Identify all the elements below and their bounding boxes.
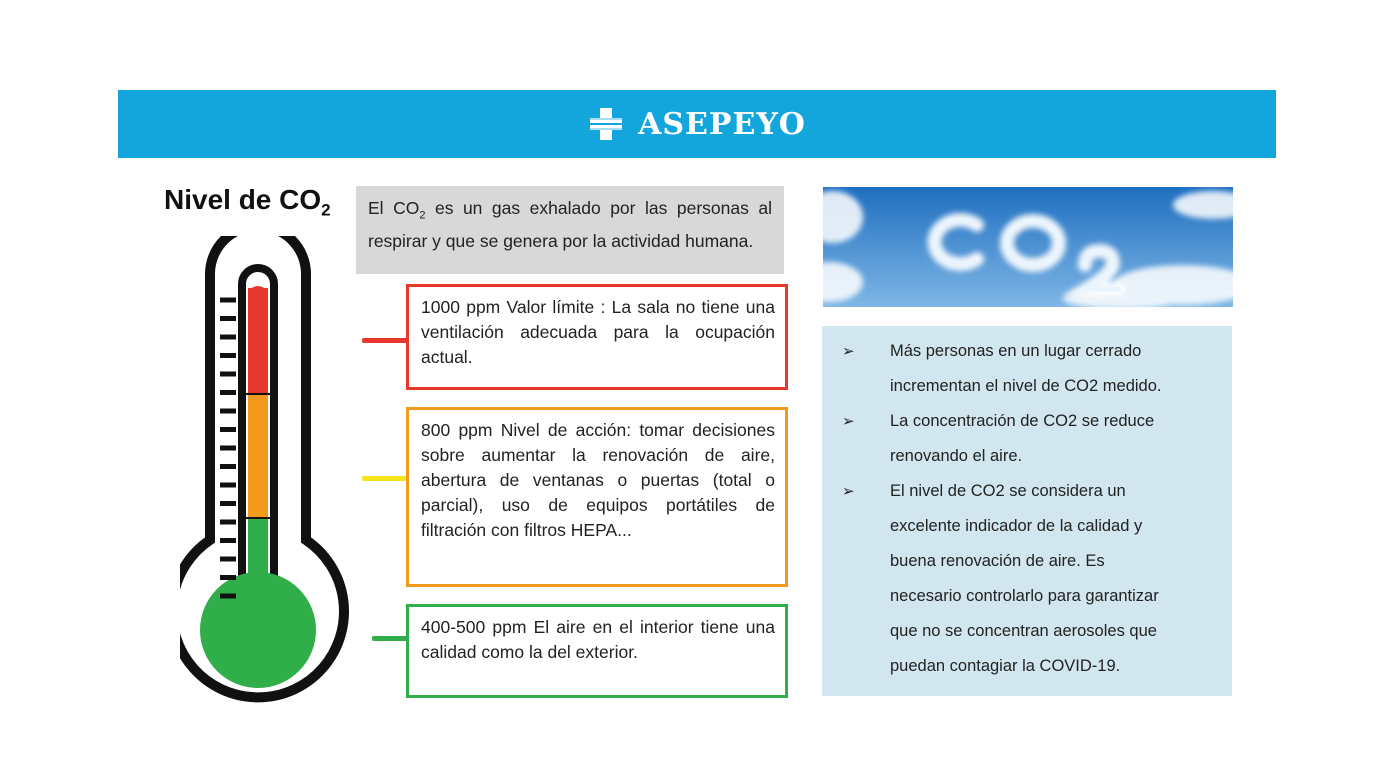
bullet-spacer xyxy=(842,614,890,649)
info-line-text: buena renovación de aire. Es xyxy=(890,552,1105,570)
bullet-spacer xyxy=(842,509,890,544)
bullet-spacer xyxy=(842,649,890,684)
level-400-500ppm-text: 400-500 ppm El aire en el interior tiene una calidad como la del exterior. xyxy=(421,617,775,662)
connector-green xyxy=(372,636,408,641)
connector-yellow xyxy=(362,476,408,481)
thermometer-bulb xyxy=(200,572,316,688)
connector-red xyxy=(362,338,408,343)
info-line-text: Más personas en un lugar cerrado xyxy=(890,342,1142,360)
info-panel xyxy=(822,326,1232,696)
level-box-800ppm xyxy=(406,407,788,587)
thermometer-red-cap xyxy=(248,286,268,306)
info-line-text: renovando el aire. xyxy=(890,447,1023,465)
info-line xyxy=(842,439,1216,474)
arrowhead-bullet-icon: ➢ xyxy=(842,483,855,500)
bullet-spacer xyxy=(842,369,890,404)
info-line xyxy=(842,579,1216,614)
info-line xyxy=(842,474,1216,509)
bullet-spacer xyxy=(842,439,890,474)
info-line xyxy=(842,649,1216,684)
thermometer-orange-segment xyxy=(248,394,268,518)
level-box-1000ppm xyxy=(406,284,788,390)
co2-sky-image xyxy=(823,187,1233,307)
header-banner xyxy=(118,90,1276,158)
info-line-text: excelente indicador de la calidad y xyxy=(890,517,1143,535)
info-line-text: necesario controlarlo para garantizar xyxy=(890,587,1159,605)
asepeyo-logo xyxy=(588,106,806,142)
logo-text: ASEPEYO xyxy=(638,106,806,142)
bullet-spacer xyxy=(842,579,890,614)
medical-cross-icon xyxy=(588,106,624,142)
arrowhead-bullet-icon: ➢ xyxy=(842,343,855,360)
intro-text: El $CO_2$ es un gas exhalado por las personas al respirar y que se genera por la actividad humana. xyxy=(356,186,784,274)
info-line xyxy=(842,614,1216,649)
arrowhead-bullet-icon: ➢ xyxy=(842,413,855,430)
level-1000ppm-text: 1000 ppm Valor límite : La sala no tiene una ventilación adecuada para la ocupación actual. xyxy=(421,297,775,367)
info-line-text: El nivel de CO2 se considera un xyxy=(890,482,1126,500)
thermometer-graphic xyxy=(180,236,360,736)
info-line-text: incrementan el nivel de CO2 medido. xyxy=(890,377,1162,395)
info-line xyxy=(842,509,1216,544)
info-line-text: que no se concentran aerosoles que xyxy=(890,622,1157,640)
info-line-text: La concentración de CO2 se reduce xyxy=(890,412,1155,430)
bullet-spacer xyxy=(842,544,890,579)
info-line-text: puedan contagiar la COVID-19. xyxy=(890,657,1121,675)
level-800ppm-text: 800 ppm Nivel de acción: tomar decisiones sobre aumentar la renovación de aire, abertura de ventanas o puertas (total o parcial), uso de equipos portátiles de filtración con filtros HEPA... xyxy=(421,420,775,540)
info-line xyxy=(842,404,1216,439)
info-line xyxy=(842,334,1216,369)
info-list xyxy=(842,334,1216,684)
info-line xyxy=(842,544,1216,579)
info-line xyxy=(842,369,1216,404)
level-box-400-500ppm xyxy=(406,604,788,698)
thermometer-title: Nivel de $CO_2$ xyxy=(164,184,331,220)
